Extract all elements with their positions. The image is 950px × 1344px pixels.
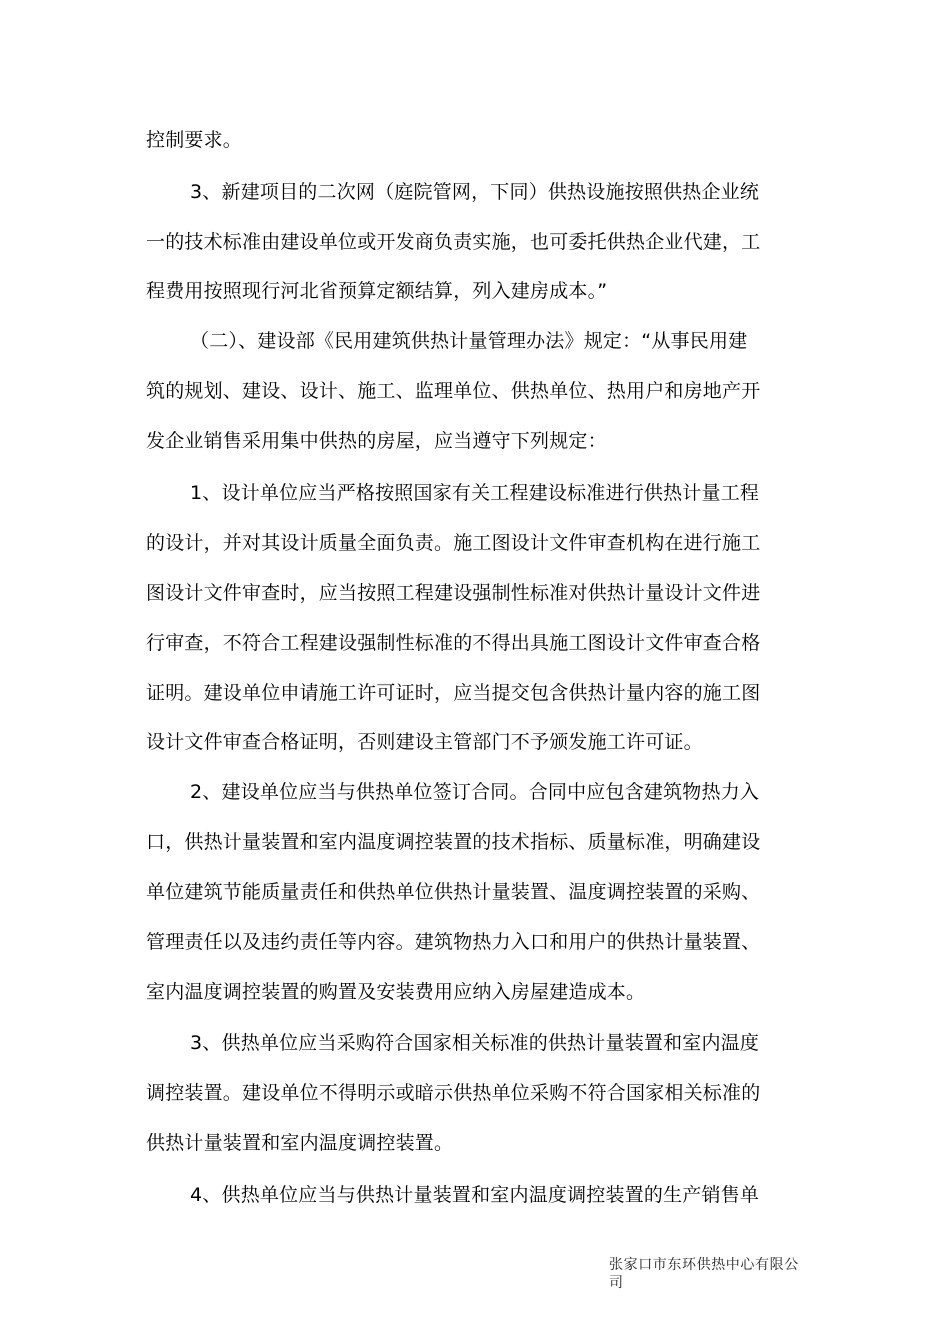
- text-line: 调控装置。建设单位不得明示或暗示供热单位采购不符合国家相关标准的: [146, 1082, 761, 1104]
- footer-company-name: 张家口市东环供热中心有限公司: [609, 1257, 799, 1291]
- text-line: 管理责任以及违约责任等内容。建筑物热力入口和用户的供热计量装置、: [146, 931, 761, 953]
- text-line: 3、新建项目的二次网（庭院管网，下同）供热设施按照供热企业统: [190, 181, 760, 203]
- text-line: 图设计文件审查时，应当按照工程建设强制性标准对供热计量设计文件进: [146, 582, 761, 604]
- text-line: 3、供热单位应当采购符合国家相关标准的供热计量装置和室内温度: [190, 1032, 760, 1054]
- text-line: 证明。建设单位申请施工许可证时，应当提交包含供热计量内容的施工图: [146, 682, 761, 704]
- text-line: 程费用按照现行河北省预算定额结算，列入建房成本。”: [146, 280, 608, 302]
- text-line: 一的技术标准由建设单位或开发商负责实施，也可委托供热企业代建，工: [146, 231, 761, 253]
- text-line: 供热计量装置和室内温度调控装置。: [146, 1132, 454, 1154]
- text-line: 2、建设单位应当与供热单位签订合同。合同中应包含建筑物热力入: [190, 781, 760, 803]
- text-line: 控制要求。: [146, 129, 243, 151]
- text-line: 设计文件审查合格证明，否则建设主管部门不予颁发施工许可证。: [146, 731, 703, 753]
- text-line: 室内温度调控装置的购置及安装费用应纳入房屋建造成本。: [146, 981, 646, 1003]
- text-line: 筑的规划、建设、设计、施工、监理单位、供热单位、热用户和房地产开: [146, 380, 761, 402]
- text-line: （二）、建设部《民用建筑供热计量管理办法》规定：“从事民用建: [190, 330, 748, 352]
- text-line: 1、设计单位应当严格按照国家有关工程建设标准进行供热计量工程: [190, 482, 760, 504]
- text-line: 4、供热单位应当与供热计量装置和室内温度调控装置的生产销售单: [190, 1184, 760, 1206]
- text-line: 的设计，并对其设计质量全面负责。施工图设计文件审查机构在进行施工: [146, 532, 761, 554]
- text-line: 口，供热计量装置和室内温度调控装置的技术指标、质量标准，明确建设: [146, 831, 761, 853]
- text-line: 行审查，不符合工程建设强制性标准的不得出具施工图设计文件审查合格: [146, 632, 761, 654]
- text-line: 发企业销售采用集中供热的房屋，应当遵守下列规定：: [146, 430, 607, 452]
- text-line: 单位建筑节能质量责任和供热单位供热计量装置、温度调控装置的采购、: [146, 881, 761, 903]
